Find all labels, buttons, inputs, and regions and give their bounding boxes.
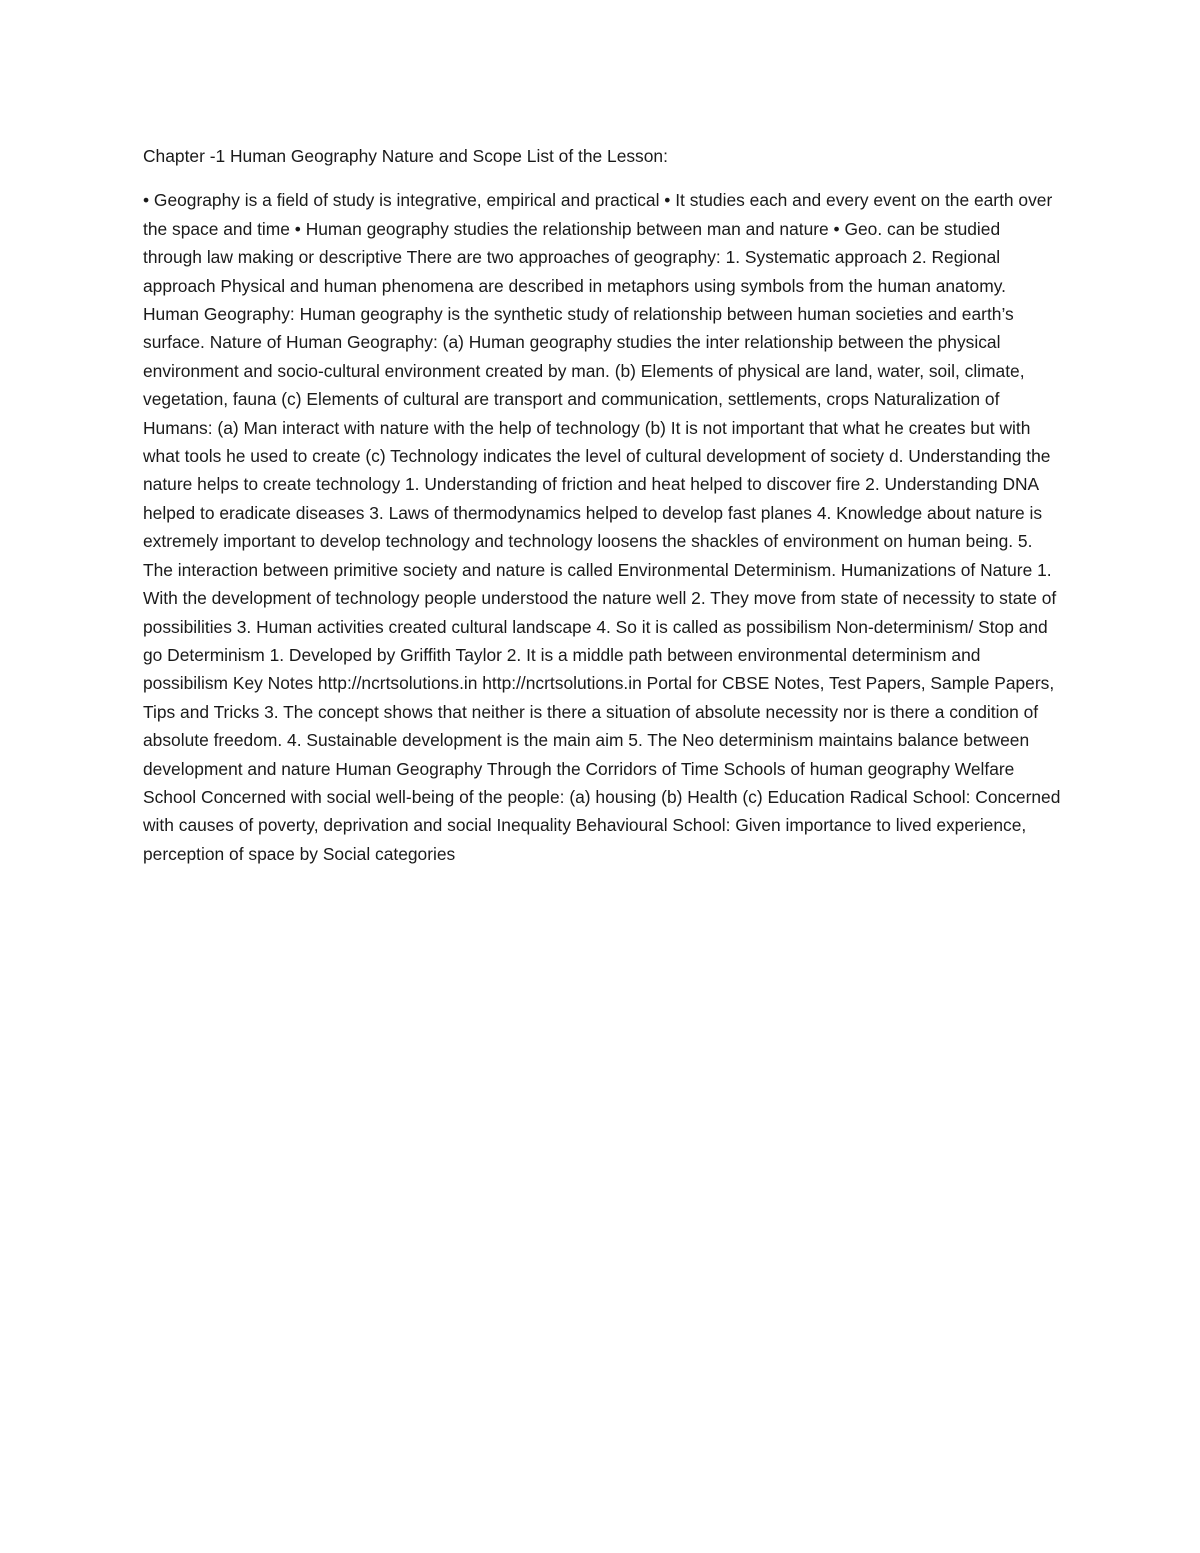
document-heading: Chapter -1 Human Geography Nature and Scope List of the Lesson: [143,146,668,166]
document-body-paragraph: • Geography is a field of study is integrative, empirical and practical • It studies each and every event on the earth over the space and time • Human geography studies the relationship between man and nature • Geo. can be studied through law making or descriptive There are two approaches of geography: 1. Systematic approach 2. Regional approach Physical and human phenomena are described in metaphors using symbols from the human anatomy. Human Geography: Human geography is the synthetic study of relationship between human societies and earth’s surface. Nature of Human Geography: (a) Human geography studies the inter relationship between the physical environment and socio-cultural environment created by man. (b) Elements of physical are land, water, soil, climate, vegetation, fauna (c) Elements of cultural are transport and communication, settlements, crops Naturalization of Humans: (a) Man interact with nature with the help of technology (b) It is not important that what he creates but with what tools he used to create (c) Technology indicates the level of cultural development of society d. Understanding the nature helps to create technology 1. Understanding of friction and heat helped to discover fire 2. Understanding DNA helped to eradicate diseases 3. Laws of thermodynamics helped to develop fast planes 4. Knowledge about nature is extremely important to develop technology and technology loosens the shackles of environment on human being. 5. The interaction between primitive society and nature is called Environmental Determinism. Humanizations of Nature 1. With the development of technology people understood the nature well 2. They move from state of necessity to state of possibilities 3. Human activities created cultural landscape 4. So it is called as possibilism Non-determinism/ Stop and go Determinism 1. Developed by Griffith Taylor 2. It is a middle path between environmental determinism and possibilism Key Notes http://ncrtsolutions.in http://ncrtsolutions.in Portal for CBSE Notes, Test Papers, Sample Papers, Tips and Tricks 3. The concept shows that neither is there a situation of absolute necessity nor is there a condition of absolute freedom. 4. Sustainable development is the main aim 5. The Neo determinism maintains balance between development and nature Human Geography Through the Corridors of Time Schools of human geography Welfare School Concerned with social well-being of the people: (a) housing (b) Health (c) Education Radical School: Concerned with causes of poverty, deprivation and social Inequality Behavioural School: Given importance to lived experience, perception of space by Social categories [143,190,1061,864]
document-content [143,142,1063,868]
